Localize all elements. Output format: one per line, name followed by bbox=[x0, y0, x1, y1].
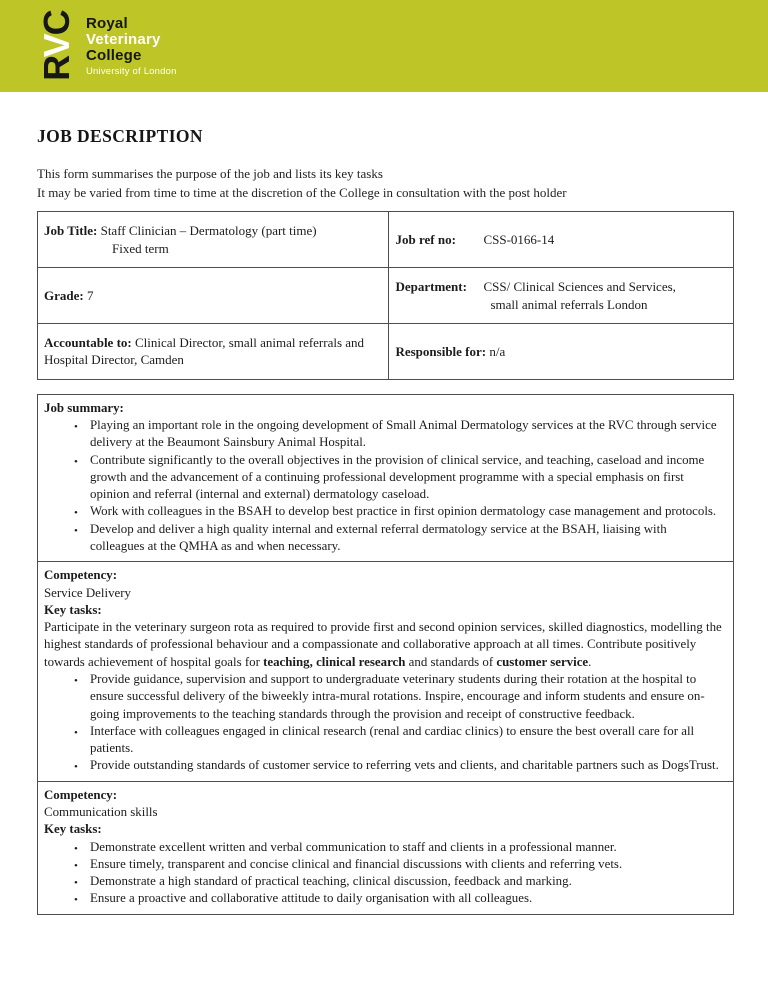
bullet-text: Develop and deliver a high quality internal and external referral dermatology service at the BSAH, liaising with colleagues at the QMHA as and when necessary. bbox=[90, 521, 667, 554]
bullet-marker bbox=[74, 839, 90, 856]
job-title-label: Job Title: bbox=[44, 223, 98, 239]
bullet-marker bbox=[74, 873, 90, 890]
department-cell bbox=[389, 268, 734, 324]
job-title-value: Staff Clinician – Dermatology (part time) bbox=[100, 223, 317, 239]
page-title: JOB DESCRIPTION bbox=[37, 126, 203, 146]
rvc-logo bbox=[35, 5, 177, 87]
grade-cell bbox=[38, 268, 389, 324]
logo-word-college: College bbox=[86, 46, 142, 64]
rvc-vertical-mark bbox=[35, 5, 79, 87]
logo-word-royal: Royal bbox=[86, 14, 128, 32]
bullet-text: Contribute significantly to the overall objectives in the provision of clinical service, and teaching, caseload and income growth and the advancement of a continuing professional development programme with a special emphasis on first opinion and referral (internal and external) dermatology caseload. bbox=[90, 452, 705, 502]
grade-value: 7 bbox=[86, 287, 94, 303]
bullet-text: Provide guidance, supervision and support to undergraduate veterinary students during their rotation at the hospital to ensure successful delivery of the biweekly intra-mural rotations. Inspire, encourage and inform students and ensure on-going improvements to the teaching standards through the provision and receipt of constructive feedback. bbox=[90, 672, 705, 721]
bullet-item bbox=[44, 417, 723, 452]
job-ref-label: Job ref no: bbox=[395, 232, 456, 248]
accountable-label: Accountable to: bbox=[44, 334, 132, 350]
grade-label: Grade: bbox=[44, 287, 84, 303]
bullet-marker bbox=[74, 452, 90, 504]
intro-text bbox=[37, 165, 734, 202]
job-ref-cell bbox=[389, 212, 734, 268]
brand-banner bbox=[0, 0, 768, 92]
job-ref-value: CSS-0166-14 bbox=[483, 232, 555, 248]
rvc-vertical-letters bbox=[36, 11, 77, 81]
intro-line-1: This form summarises the purpose of the job and lists its key tasks bbox=[37, 166, 383, 182]
competency-heading: Competency: bbox=[44, 787, 118, 802]
section-competency-communication-skills bbox=[38, 782, 733, 914]
key-tasks-label: Key tasks: bbox=[44, 822, 102, 837]
accountable-value: Clinical Director, small animal referrals and Hospital Director, Camden bbox=[44, 334, 365, 368]
key-tasks-paragraph: Participate in the veterinary surgeon rota as required to provide first and second opinion services, skilled diagnostics, modelling the highest standards of professional behaviour and a compassionate and collaborative approach at all times. Contribute positively towards achievement of hospital goals for teaching, clinical research and standards of customer service. bbox=[44, 620, 722, 669]
department-value-line2: small animal referrals London bbox=[490, 296, 648, 312]
bullet-marker bbox=[74, 890, 90, 907]
competency-name: Service Delivery bbox=[44, 585, 131, 600]
section-job-summary bbox=[38, 395, 733, 563]
responsible-label: Responsible for: bbox=[395, 343, 487, 359]
accountable-row bbox=[38, 323, 734, 379]
bullet-text: Ensure timely, transparent and concise clinical and financial discussions with clients and referring vets. bbox=[90, 856, 623, 871]
bullet-item bbox=[44, 839, 723, 856]
bullet-marker bbox=[74, 521, 90, 556]
bullet-item bbox=[44, 723, 723, 758]
bullet-text: Playing an important role in the ongoing development of Small Animal Dermatology services at the RVC through service delivery at the Beaumont Sainsbury Animal Hospital. bbox=[90, 418, 717, 450]
department-value bbox=[483, 278, 675, 313]
bullet-marker bbox=[74, 757, 90, 774]
bullet-item bbox=[44, 757, 723, 774]
logo-letter-v: V bbox=[36, 35, 77, 58]
logo-university-subline: University of London bbox=[86, 65, 177, 77]
bullet-marker bbox=[74, 723, 90, 758]
responsible-cell bbox=[389, 323, 734, 379]
job-summary-heading: Job summary: bbox=[44, 400, 124, 415]
document-body bbox=[0, 125, 768, 915]
bullet-item bbox=[44, 856, 723, 873]
bullet-item bbox=[44, 671, 723, 723]
job-title-cell bbox=[38, 212, 389, 268]
bullet-text: Demonstrate a high standard of practical teaching, clinical discussion, feedback and marking. bbox=[90, 874, 572, 889]
bullet-marker bbox=[74, 671, 90, 723]
bullet-item bbox=[44, 521, 723, 556]
logo-letter-r: R bbox=[36, 57, 77, 81]
logo-letter-c: C bbox=[36, 11, 77, 36]
logo-word-veterinary: Veterinary bbox=[86, 30, 161, 48]
bullet-text: Interface with colleagues engaged in clinical research (renal and cardiac clinics) to ensure the best overall care for all patients. bbox=[90, 723, 695, 756]
accountable-cell bbox=[38, 323, 389, 379]
grade-row bbox=[38, 268, 734, 324]
responsible-value: n/a bbox=[489, 343, 506, 359]
key-tasks-label: Key tasks: bbox=[44, 602, 102, 617]
section-competency-service-delivery bbox=[38, 562, 733, 781]
bullet-marker bbox=[74, 503, 90, 520]
competency-heading: Competency: bbox=[44, 568, 118, 583]
intro-line-2: It may be varied from time to time at the discretion of the College in consultation with the post holder bbox=[37, 184, 567, 200]
bullet-text: Provide outstanding standards of customer service to referring vets and clients, and charitable partners such as DogsTrust. bbox=[90, 758, 719, 773]
logo-wordmark bbox=[86, 14, 177, 79]
department-label: Department: bbox=[395, 279, 467, 295]
job-title-row bbox=[38, 212, 734, 268]
bullet-item bbox=[44, 503, 723, 520]
bullet-text: Ensure a proactive and collaborative attitude to daily organisation with all colleagues. bbox=[90, 891, 533, 906]
bullet-item bbox=[44, 452, 723, 504]
bullet-item bbox=[44, 890, 723, 907]
bullet-item bbox=[44, 873, 723, 890]
job-sections-table bbox=[37, 394, 734, 915]
job-info-table bbox=[37, 211, 734, 379]
job-title-value-line2: Fixed term bbox=[112, 240, 169, 256]
bullet-text: Work with colleagues in the BSAH to develop best practice in first opinion dermatology case management and protocols. bbox=[90, 504, 717, 519]
competency-name: Communication skills bbox=[44, 804, 158, 819]
bullet-marker bbox=[74, 856, 90, 873]
bullet-text: Demonstrate excellent written and verbal communication to staff and clients in a professional manner. bbox=[90, 839, 617, 854]
department-value-line1: CSS/ Clinical Sciences and Services, bbox=[483, 279, 676, 295]
bullet-marker bbox=[74, 417, 90, 452]
